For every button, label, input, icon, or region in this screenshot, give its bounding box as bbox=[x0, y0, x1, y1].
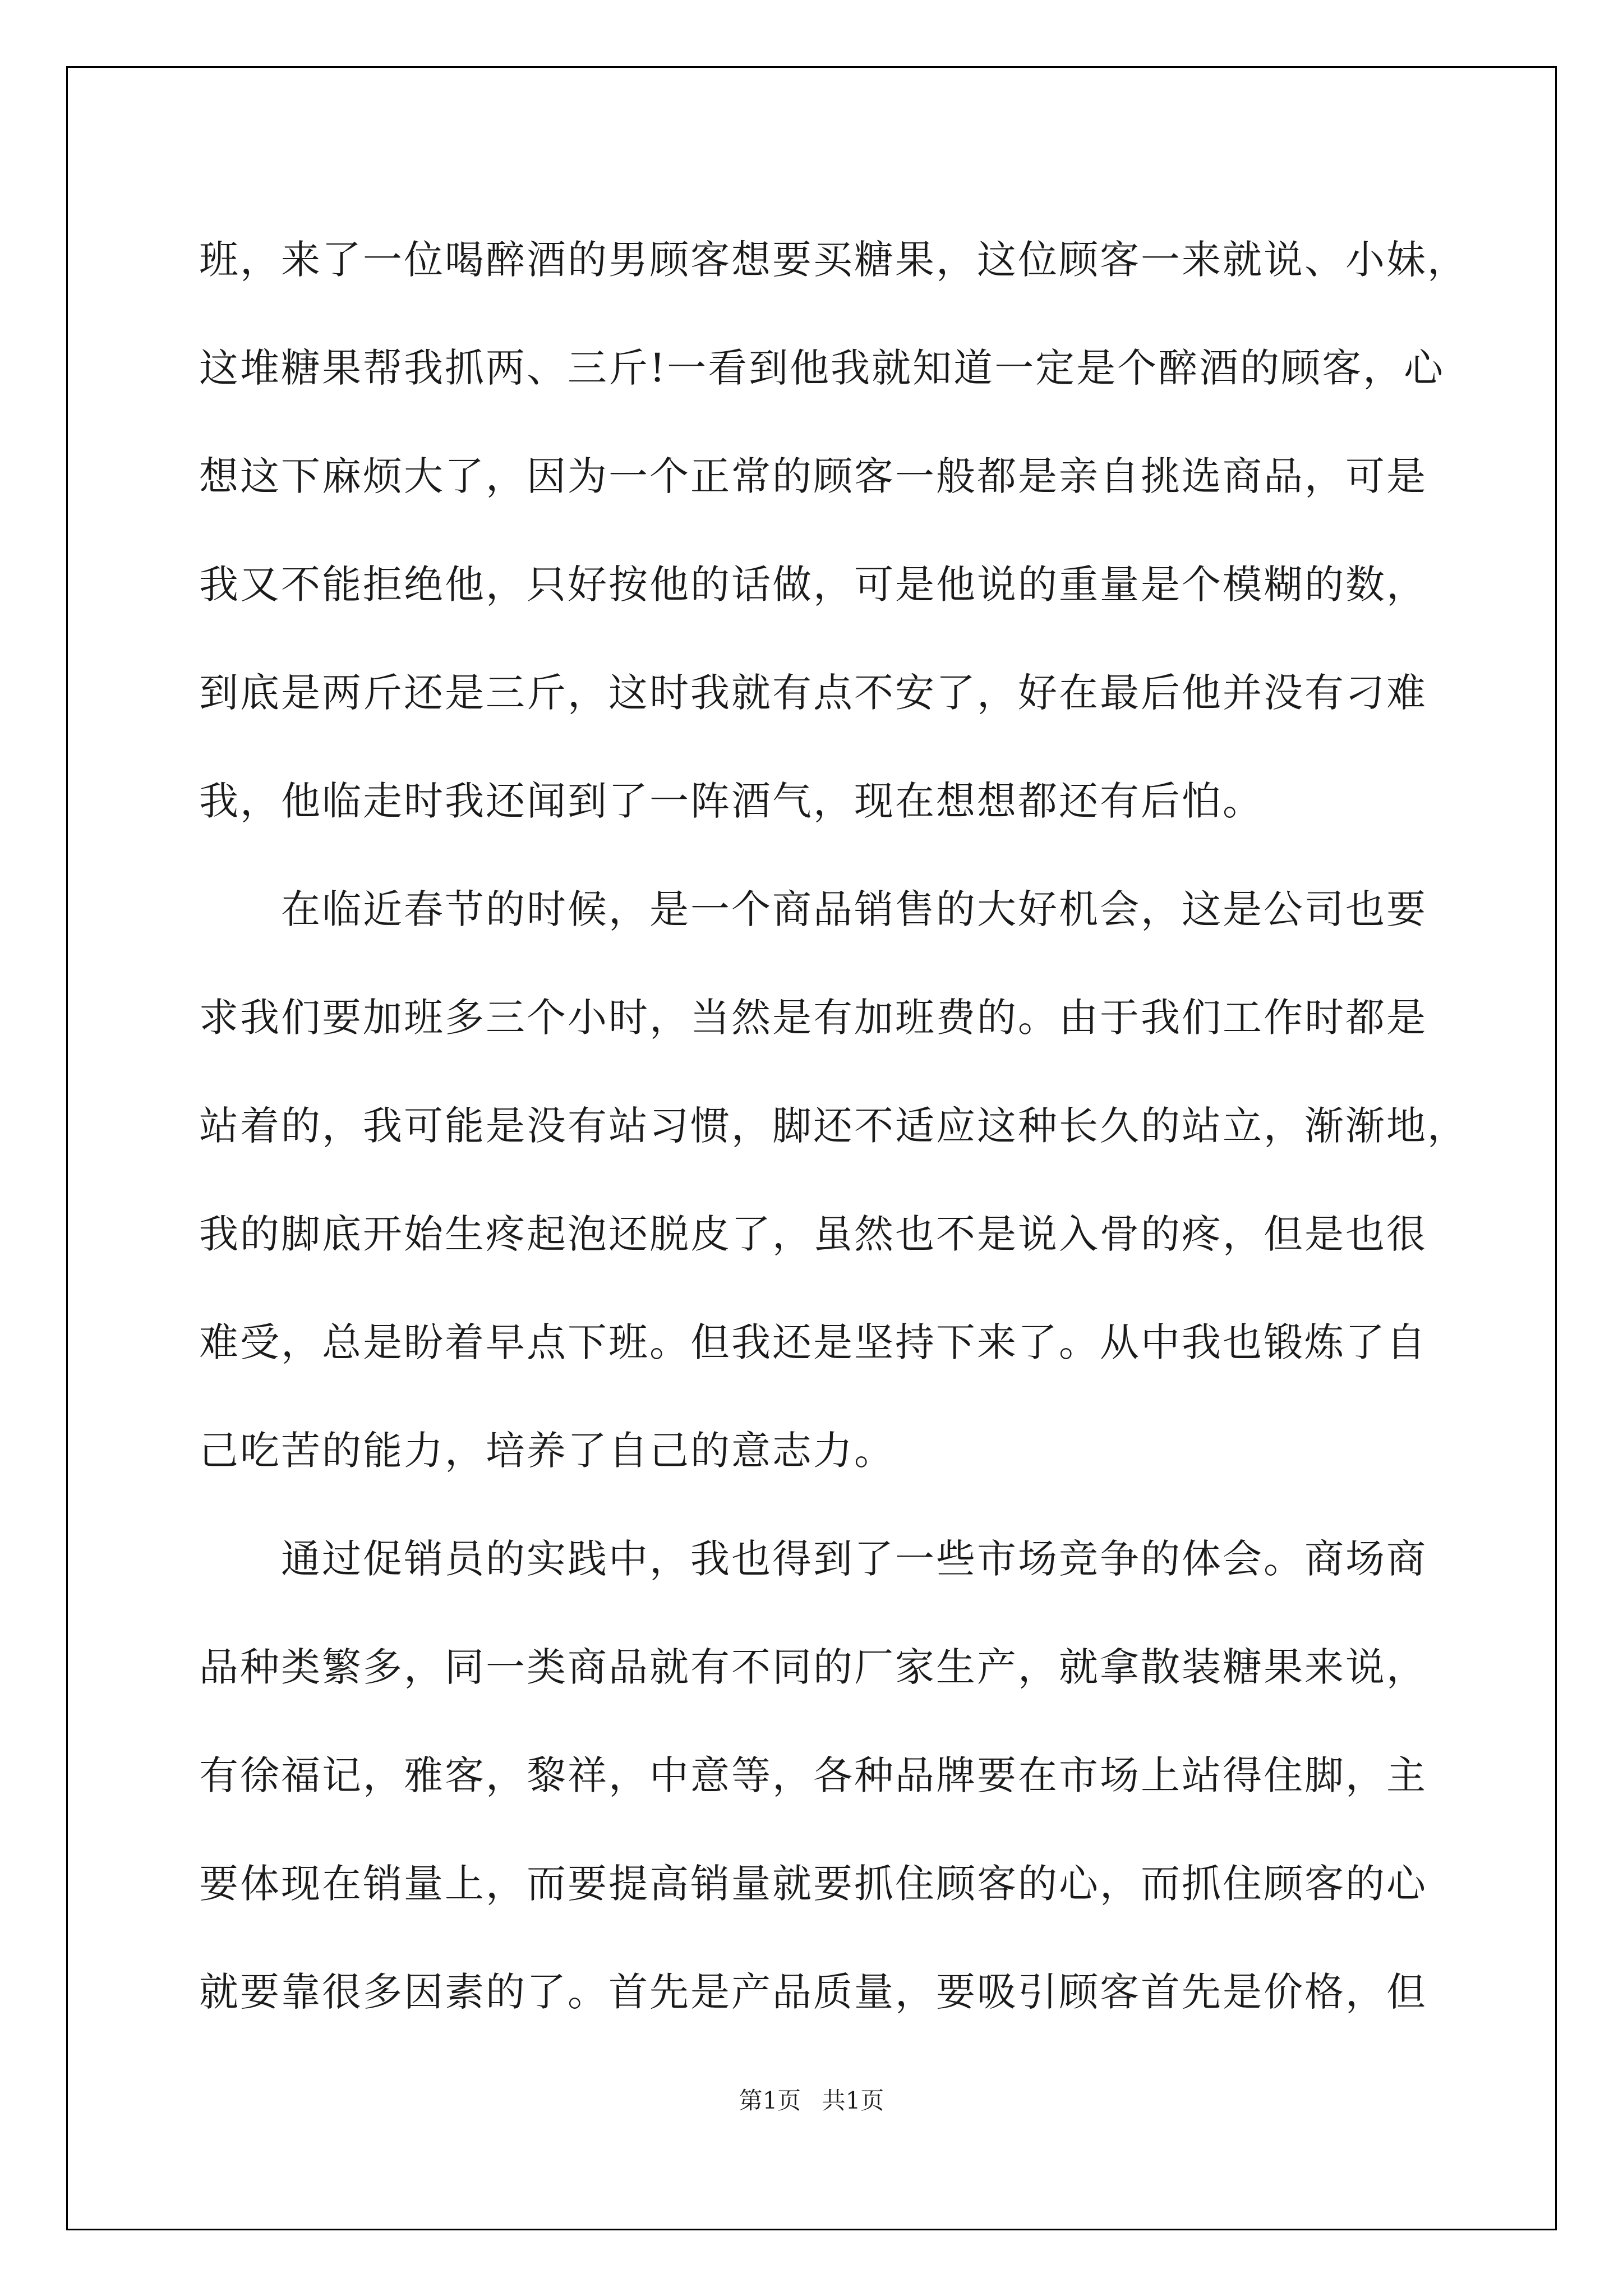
text-line: 求我们要加班多三个小时，当然是有加班费的。由于我们工作时都是 bbox=[199, 995, 1427, 1041]
text-line: 到底是两斤还是三斤，这时我就有点不安了，好在最后他并没有刁难 bbox=[199, 670, 1427, 716]
page-total: 共1页 bbox=[822, 2087, 884, 2114]
text-line: 这堆糖果帮我抓两、三斤!一看到他我就知道一定是个醉酒的顾客，心 bbox=[199, 345, 1445, 391]
text-line: 要体现在销量上，而要提高销量就要抓住顾客的心，而抓住顾客的心 bbox=[199, 1861, 1427, 1907]
text-line: 品种类繁多，同一类商品就有不同的厂家生产，就拿散装糖果来说， bbox=[199, 1644, 1427, 1690]
text-line: 己吃苦的能力，培养了自己的意志力。 bbox=[199, 1428, 895, 1474]
text-line: 有徐福记，雅客，黎祥，中意等，各种品牌要在市场上站得住脚，主 bbox=[199, 1752, 1427, 1798]
text-line: 通过促销员的实践中，我也得到了一些市场竞争的体会。商场商 bbox=[281, 1536, 1427, 1582]
text-line: 在临近春节的时候，是一个商品销售的大好机会，这是公司也要 bbox=[281, 886, 1427, 932]
text-line: 我又不能拒绝他，只好按他的话做，可是他说的重量是个模糊的数， bbox=[199, 562, 1427, 608]
text-line: 难受，总是盼着早点下班。但我还是坚持下来了。从中我也锻炼了自 bbox=[199, 1319, 1427, 1365]
text-line: 我的脚底开始生疼起泡还脱皮了，虽然也不是说入骨的疼，但是也很 bbox=[199, 1211, 1427, 1257]
text-line: 班，来了一位喝醉酒的男顾客想要买糖果，这位顾客一来就说、小妹， bbox=[199, 237, 1468, 283]
text-line: 我，他临走时我还闻到了一阵酒气，现在想想都还有后怕。 bbox=[199, 778, 1264, 824]
text-line: 想这下麻烦大了，因为一个正常的顾客一般都是亲自挑选商品，可是 bbox=[199, 453, 1427, 499]
page-number: 第1页 bbox=[739, 2087, 801, 2114]
text-line: 站着的，我可能是没有站习惯，脚还不适应这种长久的站立，渐渐地， bbox=[199, 1103, 1468, 1149]
document-body bbox=[199, 206, 1468, 2046]
page-footer bbox=[0, 2082, 1623, 2116]
text-line: 就要靠很多因素的了。首先是产品质量，要吸引顾客首先是价格，但 bbox=[199, 1969, 1427, 2015]
